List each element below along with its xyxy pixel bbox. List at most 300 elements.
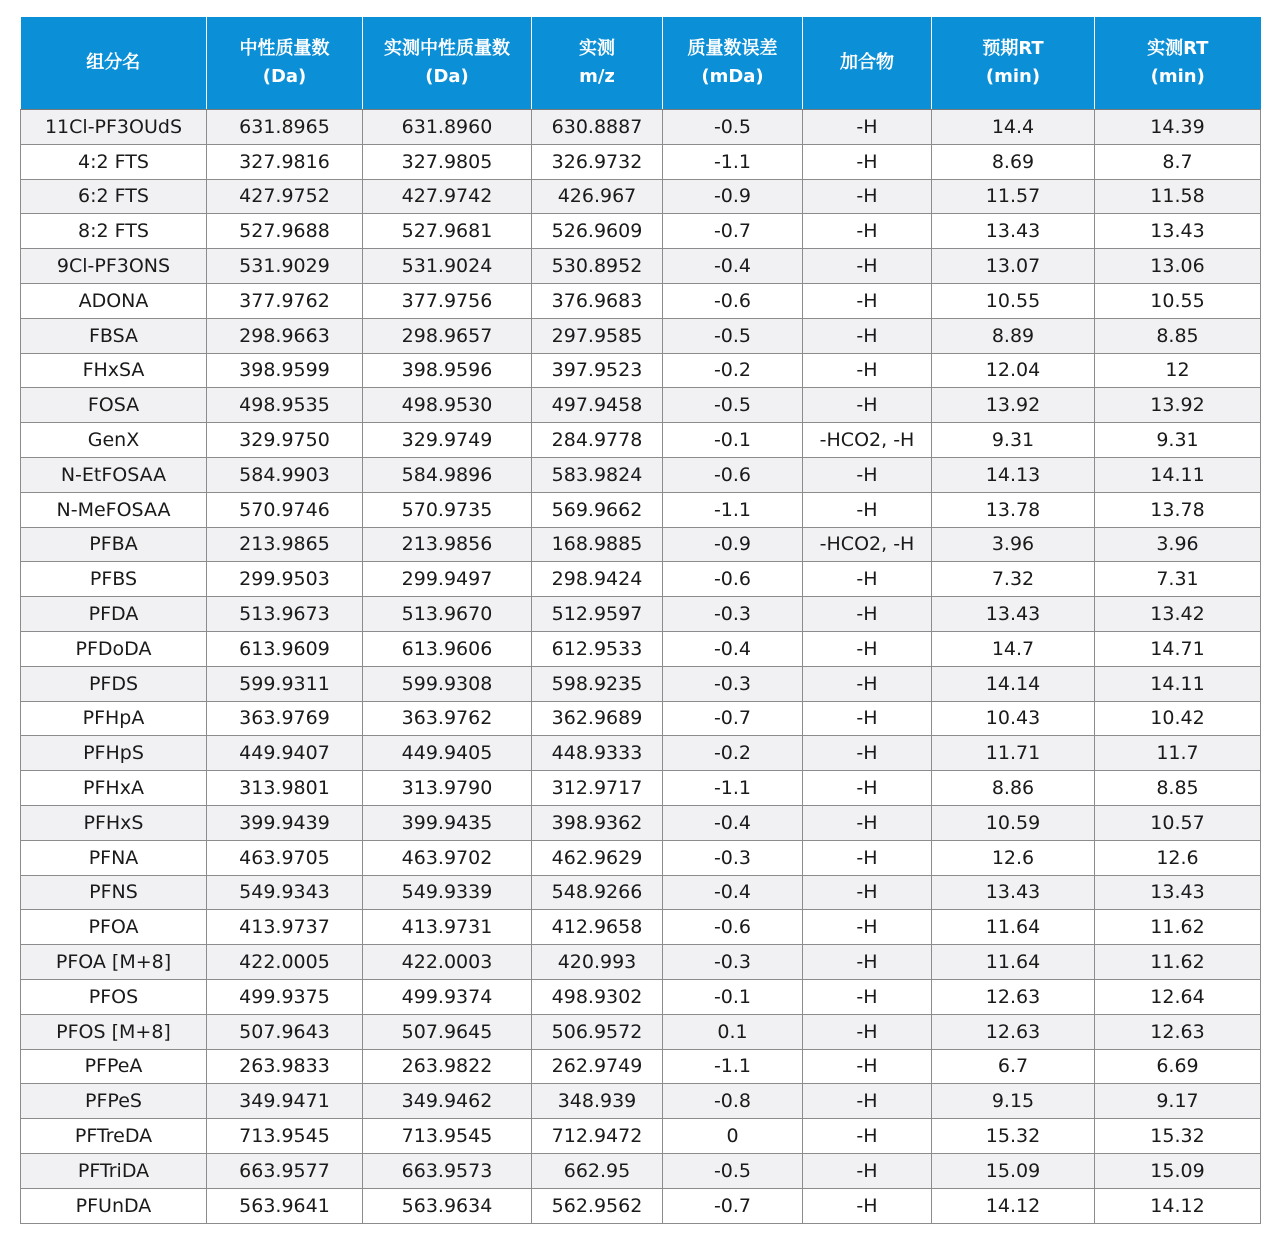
cell-mass-error: -0.6 (663, 910, 803, 945)
cell-measured-rt: 14.11 (1095, 666, 1261, 701)
cell-measured-neutral-mass: 713.9545 (363, 1119, 532, 1154)
cell-adduct: -H (803, 110, 932, 145)
cell-expected-rt: 8.69 (932, 144, 1095, 179)
cell-compound-name: PFPeS (21, 1084, 207, 1119)
cell-mass-error: 0.1 (663, 1014, 803, 1049)
cell-expected-rt: 10.59 (932, 805, 1095, 840)
table-row (21, 666, 1261, 701)
table-row (21, 945, 1261, 980)
cell-measured-rt: 8.85 (1095, 318, 1261, 353)
cell-measured-mz: 448.9333 (532, 736, 663, 771)
cell-neutral-mass: 449.9407 (207, 736, 363, 771)
cell-neutral-mass: 499.9375 (207, 979, 363, 1014)
cell-neutral-mass: 463.9705 (207, 840, 363, 875)
cell-neutral-mass: 613.9609 (207, 631, 363, 666)
cell-compound-name: PFDA (21, 597, 207, 632)
cell-expected-rt: 11.57 (932, 179, 1095, 214)
cell-expected-rt: 14.12 (932, 1188, 1095, 1223)
header-measured-rt: 实测RT (min) (1095, 17, 1261, 110)
table-row (21, 979, 1261, 1014)
table-header (21, 17, 1261, 110)
cell-adduct: -H (803, 457, 932, 492)
cell-measured-rt: 7.31 (1095, 562, 1261, 597)
cell-mass-error: -0.1 (663, 423, 803, 458)
cell-compound-name: PFDS (21, 666, 207, 701)
cell-neutral-mass: 363.9769 (207, 701, 363, 736)
cell-mass-error: -0.2 (663, 736, 803, 771)
cell-compound-name: PFHxA (21, 771, 207, 806)
cell-compound-name: PFTriDA (21, 1153, 207, 1188)
header-neutral-mass: 中性质量数 (Da) (207, 17, 363, 110)
cell-adduct: -H (803, 840, 932, 875)
cell-neutral-mass: 327.9816 (207, 144, 363, 179)
table-row (21, 631, 1261, 666)
cell-measured-mz: 397.9523 (532, 353, 663, 388)
cell-mass-error: -0.4 (663, 875, 803, 910)
cell-neutral-mass: 713.9545 (207, 1119, 363, 1154)
table-row (21, 701, 1261, 736)
cell-measured-rt: 9.17 (1095, 1084, 1261, 1119)
cell-measured-mz: 462.9629 (532, 840, 663, 875)
cell-measured-neutral-mass: 513.9670 (363, 597, 532, 632)
table-row (21, 179, 1261, 214)
cell-measured-rt: 13.78 (1095, 492, 1261, 527)
header-mass-error: 质量数误差 (mDa) (663, 17, 803, 110)
cell-neutral-mass: 398.9599 (207, 353, 363, 388)
cell-expected-rt: 8.86 (932, 771, 1095, 806)
cell-adduct: -H (803, 631, 932, 666)
cell-measured-mz: 662.95 (532, 1153, 663, 1188)
cell-measured-neutral-mass: 563.9634 (363, 1188, 532, 1223)
cell-adduct: -H (803, 1188, 932, 1223)
cell-mass-error: -0.4 (663, 249, 803, 284)
cell-compound-name: PFOA (21, 910, 207, 945)
cell-measured-mz: 420.993 (532, 945, 663, 980)
cell-expected-rt: 14.4 (932, 110, 1095, 145)
cell-compound-name: PFOS [M+8] (21, 1014, 207, 1049)
cell-measured-rt: 14.39 (1095, 110, 1261, 145)
cell-measured-rt: 11.62 (1095, 910, 1261, 945)
cell-expected-rt: 6.7 (932, 1049, 1095, 1084)
cell-measured-neutral-mass: 584.9896 (363, 457, 532, 492)
cell-expected-rt: 3.96 (932, 527, 1095, 562)
cell-measured-mz: 398.9362 (532, 805, 663, 840)
table-row (21, 840, 1261, 875)
cell-mass-error: -1.1 (663, 1049, 803, 1084)
cell-measured-neutral-mass: 549.9339 (363, 875, 532, 910)
header-measured-mz: 实测 m/z (532, 17, 663, 110)
cell-measured-rt: 10.57 (1095, 805, 1261, 840)
cell-measured-neutral-mass: 399.9435 (363, 805, 532, 840)
cell-neutral-mass: 531.9029 (207, 249, 363, 284)
cell-measured-rt: 13.42 (1095, 597, 1261, 632)
cell-mass-error: -0.8 (663, 1084, 803, 1119)
cell-expected-rt: 13.07 (932, 249, 1095, 284)
table-row (21, 388, 1261, 423)
cell-measured-rt: 14.12 (1095, 1188, 1261, 1223)
cell-adduct: -H (803, 562, 932, 597)
cell-adduct: -H (803, 910, 932, 945)
cell-measured-neutral-mass: 449.9405 (363, 736, 532, 771)
table-row (21, 805, 1261, 840)
cell-measured-mz: 376.9683 (532, 283, 663, 318)
cell-mass-error: -0.3 (663, 597, 803, 632)
cell-adduct: -H (803, 1153, 932, 1188)
cell-measured-mz: 526.9609 (532, 214, 663, 249)
header-measured-neutral-mass: 实测中性质量数 (Da) (363, 17, 532, 110)
cell-mass-error: -0.1 (663, 979, 803, 1014)
cell-measured-neutral-mass: 531.9024 (363, 249, 532, 284)
cell-mass-error: -0.5 (663, 318, 803, 353)
table-row (21, 1188, 1261, 1223)
table-row (21, 249, 1261, 284)
cell-measured-neutral-mass: 527.9681 (363, 214, 532, 249)
cell-expected-rt: 10.55 (932, 283, 1095, 318)
cell-measured-neutral-mass: 377.9756 (363, 283, 532, 318)
cell-compound-name: PFHpA (21, 701, 207, 736)
cell-adduct: -H (803, 771, 932, 806)
cell-neutral-mass: 513.9673 (207, 597, 363, 632)
cell-neutral-mass: 298.9663 (207, 318, 363, 353)
cell-measured-mz: 506.9572 (532, 1014, 663, 1049)
header-expected-rt: 预期RT (min) (932, 17, 1095, 110)
cell-measured-rt: 15.32 (1095, 1119, 1261, 1154)
cell-compound-name: 8:2 FTS (21, 214, 207, 249)
cell-measured-rt: 14.11 (1095, 457, 1261, 492)
cell-measured-mz: 598.9235 (532, 666, 663, 701)
cell-neutral-mass: 349.9471 (207, 1084, 363, 1119)
cell-expected-rt: 9.15 (932, 1084, 1095, 1119)
cell-expected-rt: 13.92 (932, 388, 1095, 423)
cell-measured-neutral-mass: 363.9762 (363, 701, 532, 736)
cell-measured-neutral-mass: 327.9805 (363, 144, 532, 179)
cell-adduct: -H (803, 979, 932, 1014)
cell-compound-name: 9Cl-PF3ONS (21, 249, 207, 284)
pfas-compound-table (20, 17, 1261, 1224)
cell-measured-rt: 10.55 (1095, 283, 1261, 318)
cell-mass-error: -1.1 (663, 144, 803, 179)
cell-measured-neutral-mass: 613.9606 (363, 631, 532, 666)
cell-measured-rt: 15.09 (1095, 1153, 1261, 1188)
cell-measured-mz: 348.939 (532, 1084, 663, 1119)
cell-measured-rt: 9.31 (1095, 423, 1261, 458)
cell-compound-name: PFNS (21, 875, 207, 910)
cell-neutral-mass: 563.9641 (207, 1188, 363, 1223)
cell-neutral-mass: 263.9833 (207, 1049, 363, 1084)
cell-measured-neutral-mass: 463.9702 (363, 840, 532, 875)
cell-expected-rt: 14.14 (932, 666, 1095, 701)
table-row (21, 144, 1261, 179)
cell-mass-error: -0.6 (663, 283, 803, 318)
cell-adduct: -H (803, 597, 932, 632)
cell-measured-mz: 498.9302 (532, 979, 663, 1014)
cell-mass-error: -0.6 (663, 457, 803, 492)
cell-adduct: -H (803, 1049, 932, 1084)
cell-mass-error: -1.1 (663, 492, 803, 527)
cell-measured-rt: 13.43 (1095, 875, 1261, 910)
cell-measured-neutral-mass: 213.9856 (363, 527, 532, 562)
cell-neutral-mass: 584.9903 (207, 457, 363, 492)
cell-adduct: -H (803, 388, 932, 423)
cell-measured-mz: 612.9533 (532, 631, 663, 666)
cell-measured-mz: 284.9778 (532, 423, 663, 458)
cell-measured-mz: 298.9424 (532, 562, 663, 597)
cell-measured-mz: 630.8887 (532, 110, 663, 145)
cell-expected-rt: 7.32 (932, 562, 1095, 597)
cell-compound-name: N-MeFOSAA (21, 492, 207, 527)
cell-measured-rt: 12 (1095, 353, 1261, 388)
cell-adduct: -HCO2, -H (803, 527, 932, 562)
cell-adduct: -H (803, 805, 932, 840)
cell-measured-neutral-mass: 663.9573 (363, 1153, 532, 1188)
cell-expected-rt: 15.09 (932, 1153, 1095, 1188)
cell-measured-rt: 6.69 (1095, 1049, 1261, 1084)
cell-compound-name: 11Cl-PF3OUdS (21, 110, 207, 145)
cell-mass-error: -0.3 (663, 945, 803, 980)
cell-neutral-mass: 549.9343 (207, 875, 363, 910)
cell-neutral-mass: 599.9311 (207, 666, 363, 701)
table-row (21, 527, 1261, 562)
cell-measured-mz: 562.9562 (532, 1188, 663, 1223)
cell-mass-error: -0.7 (663, 1188, 803, 1223)
cell-mass-error: -0.9 (663, 527, 803, 562)
cell-measured-neutral-mass: 299.9497 (363, 562, 532, 597)
cell-mass-error: -0.5 (663, 388, 803, 423)
cell-mass-error: -0.5 (663, 110, 803, 145)
cell-measured-neutral-mass: 499.9374 (363, 979, 532, 1014)
cell-mass-error: -0.4 (663, 631, 803, 666)
cell-expected-rt: 12.6 (932, 840, 1095, 875)
table-row (21, 1153, 1261, 1188)
header-adduct: 加合物 (803, 17, 932, 110)
cell-measured-rt: 12.64 (1095, 979, 1261, 1014)
cell-neutral-mass: 663.9577 (207, 1153, 363, 1188)
cell-measured-neutral-mass: 313.9790 (363, 771, 532, 806)
cell-neutral-mass: 299.9503 (207, 562, 363, 597)
cell-measured-rt: 11.62 (1095, 945, 1261, 980)
cell-expected-rt: 12.63 (932, 979, 1095, 1014)
cell-adduct: -H (803, 736, 932, 771)
cell-measured-neutral-mass: 398.9596 (363, 353, 532, 388)
table-row (21, 1119, 1261, 1154)
cell-compound-name: FBSA (21, 318, 207, 353)
cell-adduct: -H (803, 353, 932, 388)
cell-expected-rt: 14.7 (932, 631, 1095, 666)
cell-compound-name: FHxSA (21, 353, 207, 388)
table-row (21, 910, 1261, 945)
table-body (21, 110, 1261, 1224)
cell-expected-rt: 13.78 (932, 492, 1095, 527)
cell-measured-mz: 168.9885 (532, 527, 663, 562)
cell-neutral-mass: 527.9688 (207, 214, 363, 249)
cell-measured-neutral-mass: 631.8960 (363, 110, 532, 145)
cell-measured-rt: 13.06 (1095, 249, 1261, 284)
cell-expected-rt: 12.04 (932, 353, 1095, 388)
cell-measured-rt: 13.92 (1095, 388, 1261, 423)
cell-compound-name: 6:2 FTS (21, 179, 207, 214)
cell-compound-name: PFOA [M+8] (21, 945, 207, 980)
cell-neutral-mass: 413.9737 (207, 910, 363, 945)
cell-adduct: -H (803, 492, 932, 527)
cell-measured-neutral-mass: 498.9530 (363, 388, 532, 423)
cell-neutral-mass: 399.9439 (207, 805, 363, 840)
cell-compound-name: GenX (21, 423, 207, 458)
table-row (21, 1049, 1261, 1084)
cell-compound-name: PFNA (21, 840, 207, 875)
cell-measured-mz: 412.9658 (532, 910, 663, 945)
cell-measured-mz: 583.9824 (532, 457, 663, 492)
cell-measured-neutral-mass: 413.9731 (363, 910, 532, 945)
cell-measured-neutral-mass: 427.9742 (363, 179, 532, 214)
table-row (21, 457, 1261, 492)
cell-compound-name: PFBS (21, 562, 207, 597)
cell-mass-error: -1.1 (663, 771, 803, 806)
cell-mass-error: -0.9 (663, 179, 803, 214)
cell-measured-mz: 497.9458 (532, 388, 663, 423)
cell-adduct: -H (803, 318, 932, 353)
cell-compound-name: PFUnDA (21, 1188, 207, 1223)
cell-mass-error: -0.7 (663, 701, 803, 736)
cell-adduct: -H (803, 701, 932, 736)
table-row (21, 1084, 1261, 1119)
cell-adduct: -H (803, 1014, 932, 1049)
cell-compound-name: PFBA (21, 527, 207, 562)
table-row (21, 562, 1261, 597)
cell-compound-name: FOSA (21, 388, 207, 423)
cell-measured-mz: 312.9717 (532, 771, 663, 806)
cell-measured-rt: 12.63 (1095, 1014, 1261, 1049)
cell-adduct: -H (803, 283, 932, 318)
cell-measured-neutral-mass: 329.9749 (363, 423, 532, 458)
cell-mass-error: -0.7 (663, 214, 803, 249)
cell-expected-rt: 14.13 (932, 457, 1095, 492)
cell-compound-name: PFTreDA (21, 1119, 207, 1154)
cell-expected-rt: 10.43 (932, 701, 1095, 736)
cell-neutral-mass: 377.9762 (207, 283, 363, 318)
cell-mass-error: -0.2 (663, 353, 803, 388)
cell-compound-name: PFDoDA (21, 631, 207, 666)
cell-measured-mz: 548.9266 (532, 875, 663, 910)
table-row (21, 283, 1261, 318)
cell-measured-mz: 426.967 (532, 179, 663, 214)
cell-measured-mz: 712.9472 (532, 1119, 663, 1154)
cell-measured-rt: 3.96 (1095, 527, 1261, 562)
cell-mass-error: -0.5 (663, 1153, 803, 1188)
table-row (21, 353, 1261, 388)
cell-measured-mz: 569.9662 (532, 492, 663, 527)
cell-measured-rt: 8.85 (1095, 771, 1261, 806)
cell-adduct: -H (803, 1084, 932, 1119)
cell-mass-error: -0.6 (663, 562, 803, 597)
cell-mass-error: -0.3 (663, 840, 803, 875)
cell-measured-neutral-mass: 422.0003 (363, 945, 532, 980)
cell-compound-name: PFOS (21, 979, 207, 1014)
table-row (21, 214, 1261, 249)
cell-compound-name: PFHxS (21, 805, 207, 840)
cell-mass-error: -0.3 (663, 666, 803, 701)
table-row (21, 110, 1261, 145)
cell-expected-rt: 12.63 (932, 1014, 1095, 1049)
cell-measured-neutral-mass: 507.9645 (363, 1014, 532, 1049)
cell-expected-rt: 13.43 (932, 214, 1095, 249)
cell-measured-mz: 362.9689 (532, 701, 663, 736)
cell-measured-rt: 14.71 (1095, 631, 1261, 666)
cell-measured-neutral-mass: 349.9462 (363, 1084, 532, 1119)
table-row (21, 875, 1261, 910)
table-row (21, 597, 1261, 632)
cell-compound-name: PFPeA (21, 1049, 207, 1084)
cell-measured-rt: 12.6 (1095, 840, 1261, 875)
cell-measured-neutral-mass: 263.9822 (363, 1049, 532, 1084)
table-row (21, 318, 1261, 353)
cell-compound-name: ADONA (21, 283, 207, 318)
cell-compound-name: N-EtFOSAA (21, 457, 207, 492)
cell-adduct: -H (803, 666, 932, 701)
cell-measured-rt: 8.7 (1095, 144, 1261, 179)
cell-expected-rt: 15.32 (932, 1119, 1095, 1154)
cell-neutral-mass: 422.0005 (207, 945, 363, 980)
cell-expected-rt: 11.64 (932, 945, 1095, 980)
cell-neutral-mass: 313.9801 (207, 771, 363, 806)
cell-neutral-mass: 631.8965 (207, 110, 363, 145)
table-row (21, 771, 1261, 806)
cell-measured-mz: 297.9585 (532, 318, 663, 353)
cell-expected-rt: 11.64 (932, 910, 1095, 945)
cell-expected-rt: 11.71 (932, 736, 1095, 771)
cell-neutral-mass: 507.9643 (207, 1014, 363, 1049)
cell-measured-mz: 512.9597 (532, 597, 663, 632)
cell-expected-rt: 13.43 (932, 597, 1095, 632)
cell-compound-name: PFHpS (21, 736, 207, 771)
cell-measured-mz: 326.9732 (532, 144, 663, 179)
cell-measured-mz: 530.8952 (532, 249, 663, 284)
cell-adduct: -H (803, 214, 932, 249)
cell-mass-error: -0.4 (663, 805, 803, 840)
cell-neutral-mass: 213.9865 (207, 527, 363, 562)
header-row (21, 17, 1261, 110)
cell-neutral-mass: 498.9535 (207, 388, 363, 423)
cell-measured-neutral-mass: 570.9735 (363, 492, 532, 527)
cell-adduct: -H (803, 945, 932, 980)
cell-measured-rt: 11.7 (1095, 736, 1261, 771)
header-compound-name: 组分名 (21, 17, 207, 110)
cell-neutral-mass: 570.9746 (207, 492, 363, 527)
cell-adduct: -H (803, 1119, 932, 1154)
cell-adduct: -H (803, 179, 932, 214)
cell-adduct: -HCO2, -H (803, 423, 932, 458)
cell-adduct: -H (803, 249, 932, 284)
cell-neutral-mass: 427.9752 (207, 179, 363, 214)
table-row (21, 736, 1261, 771)
cell-mass-error: 0 (663, 1119, 803, 1154)
cell-measured-neutral-mass: 298.9657 (363, 318, 532, 353)
cell-measured-neutral-mass: 599.9308 (363, 666, 532, 701)
cell-neutral-mass: 329.9750 (207, 423, 363, 458)
cell-adduct: -H (803, 875, 932, 910)
cell-expected-rt: 9.31 (932, 423, 1095, 458)
cell-expected-rt: 13.43 (932, 875, 1095, 910)
cell-measured-mz: 262.9749 (532, 1049, 663, 1084)
cell-adduct: -H (803, 144, 932, 179)
cell-measured-rt: 10.42 (1095, 701, 1261, 736)
table-row (21, 492, 1261, 527)
cell-measured-rt: 13.43 (1095, 214, 1261, 249)
table-row (21, 423, 1261, 458)
cell-expected-rt: 8.89 (932, 318, 1095, 353)
cell-compound-name: 4:2 FTS (21, 144, 207, 179)
table-row (21, 1014, 1261, 1049)
cell-measured-rt: 11.58 (1095, 179, 1261, 214)
